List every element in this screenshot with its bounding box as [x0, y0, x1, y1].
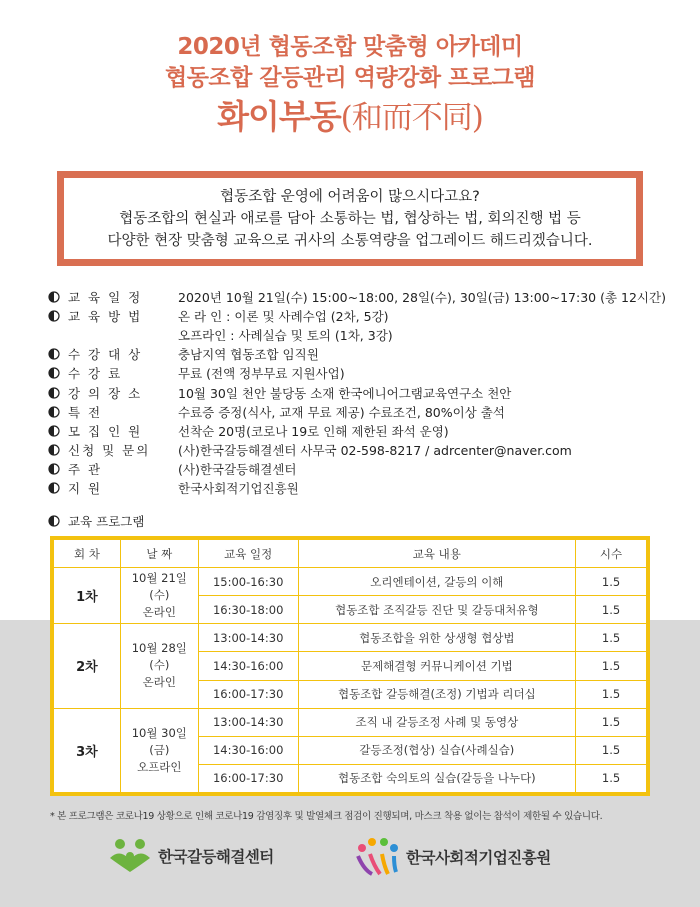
content-cell: 협동조합 갈등해결(조정) 기법과 리더십 — [298, 680, 575, 708]
info-row — [48, 364, 668, 383]
half-circle-icon — [48, 444, 62, 456]
mode-text: 온라인 — [142, 675, 176, 690]
header-date: 날 짜 — [120, 540, 198, 568]
header-content: 교육 내용 — [298, 540, 575, 568]
half-circle-icon — [48, 515, 62, 527]
info-value: 2020년 10월 21일(수) 15:00~18:00, 28일(수), 30일(금) 13:00~17:30 (총 12시간) — [178, 289, 666, 305]
logo-social-enterprise — [354, 836, 551, 878]
info-row — [48, 460, 668, 479]
info-label: 교 육 방 법 — [68, 308, 143, 324]
info-value: (사)한국갈등해결센터 사무국 02-598-8217 / adrcenter@naver.com — [178, 443, 572, 459]
info-label: 특 전 — [68, 404, 103, 420]
logo-right-text: 한국사회적기업진흥원 — [406, 849, 551, 867]
hours-cell: 1.5 — [576, 652, 647, 680]
info-value: 수료증 증정(식사, 교재 무료 제공) 수료조건, 80%이상 출석 — [178, 404, 505, 420]
footnote: * 본 프로그램은 코로나19 상황으로 인해 코로나19 감염징후 및 발열체크 점검이 진행되며, 마스크 착용 없이는 참석이 제한될 수 있습니다. — [50, 811, 603, 822]
info-label: 교 육 일 정 — [68, 289, 143, 305]
logos — [0, 836, 700, 886]
round-cell: 3차 — [54, 708, 121, 792]
half-circle-icon — [48, 367, 62, 379]
content-cell: 조직 내 갈등조정 사례 및 동영상 — [298, 708, 575, 736]
info-row — [48, 479, 668, 498]
content-cell: 문제해결형 커뮤니케이션 기법 — [298, 652, 575, 680]
time-cell: 16:30-18:00 — [198, 596, 298, 624]
logo-korea-conflict-center — [108, 836, 274, 876]
date-text: 10월 30일 (금) — [131, 725, 187, 757]
intro-line3: 다양한 현장 맞춤형 교육으로 귀사의 소통역량을 업그레이드 해드리겠습니다. — [107, 232, 593, 249]
hours-cell: 1.5 — [576, 680, 647, 708]
hours-cell: 1.5 — [576, 736, 647, 764]
header-round: 회 차 — [54, 540, 121, 568]
info-row — [48, 402, 668, 421]
time-cell: 13:00-14:30 — [198, 708, 298, 736]
info-label: 신청 및 문의 — [68, 443, 151, 459]
title-line1: 2020년 협동조합 맞춤형 아카데미 — [177, 34, 523, 60]
info-value: 10월 30일 천안 불당동 소재 한국에니어그램교육연구소 천안 — [178, 385, 512, 401]
title-main — [0, 94, 700, 141]
info-row — [48, 441, 668, 460]
info-label: 모 집 인 원 — [68, 423, 143, 439]
info-label: 수 강 대 상 — [68, 347, 143, 363]
title-line2: 협동조합 갈등관리 역량강화 프로그램 — [164, 65, 535, 91]
half-circle-icon — [48, 348, 62, 360]
hours-cell: 1.5 — [576, 764, 647, 792]
logo-left-text: 한국갈등해결센터 — [158, 848, 274, 866]
time-cell: 15:00-16:30 — [198, 568, 298, 596]
info-row — [48, 325, 668, 344]
info-row — [48, 421, 668, 440]
table-header-row — [54, 540, 647, 568]
info-row — [48, 306, 668, 325]
round-cell: 1차 — [54, 568, 121, 624]
content-cell: 협동조합 숙의토의 실습(갈등을 나누다) — [298, 764, 575, 792]
hours-cell: 1.5 — [576, 596, 647, 624]
intro-line2: 협동조합의 현실과 애로를 담아 소통하는 법, 협상하는 법, 회의진행 법 등 — [119, 210, 581, 227]
info-row — [48, 345, 668, 364]
half-circle-icon — [48, 482, 62, 494]
intro-line1: 협동조합 운영에 어려움이 많으시다고요? — [220, 188, 480, 205]
info-value: (사)한국갈등해결센터 — [178, 462, 297, 478]
people-logo-icon — [108, 836, 152, 876]
date-text: 10월 21일 (수) — [131, 571, 187, 603]
hours-cell: 1.5 — [576, 708, 647, 736]
half-circle-icon — [48, 310, 62, 322]
mode-text: 오프라인 — [137, 759, 182, 774]
half-circle-icon — [48, 291, 62, 303]
title-main-hanja: (和而不同) — [340, 100, 483, 136]
hours-cell: 1.5 — [576, 568, 647, 596]
time-cell: 14:30-16:00 — [198, 736, 298, 764]
half-circle-icon — [48, 387, 62, 399]
time-cell: 14:30-16:00 — [198, 652, 298, 680]
time-cell: 16:00-17:30 — [198, 764, 298, 792]
info-label: 수 강 료 — [68, 366, 123, 382]
info-label: 강 의 장 소 — [68, 385, 143, 401]
content-cell: 협동조합을 위한 상생형 협상법 — [298, 624, 575, 652]
info-value: 무료 (전액 정부무료 지원사업) — [178, 366, 345, 382]
date-cell — [120, 708, 198, 792]
program-title — [48, 512, 144, 530]
table-row — [54, 568, 647, 596]
content-cell: 오리엔테이션, 갈등의 이해 — [298, 568, 575, 596]
content-cell: 갈등조정(협상) 실습(사례실습) — [298, 736, 575, 764]
table-row — [54, 708, 647, 736]
round-cell: 2차 — [54, 624, 121, 708]
intro-text — [64, 178, 636, 259]
colorful-logo-icon — [354, 836, 400, 878]
info-label: 지 원 — [68, 481, 103, 497]
time-cell: 13:00-14:30 — [198, 624, 298, 652]
time-cell: 16:00-17:30 — [198, 680, 298, 708]
header — [0, 32, 700, 141]
info-value: 오프라인 : 사례실습 및 토의 (1차, 3강) — [178, 327, 393, 343]
info-value: 선착순 20명(코로나 19로 인해 제한된 좌석 운영) — [178, 423, 449, 439]
date-text: 10월 28일 (수) — [131, 641, 187, 673]
half-circle-icon — [48, 463, 62, 475]
info-label: 주 관 — [68, 462, 103, 478]
info-value: 충남지역 협동조합 임직원 — [178, 347, 319, 363]
table-row — [54, 624, 647, 652]
content-cell: 협동조합 조직갈등 진단 및 갈등대처유형 — [298, 596, 575, 624]
header-time: 교육 일정 — [198, 540, 298, 568]
half-circle-icon — [48, 406, 62, 418]
info-row — [48, 287, 668, 306]
program-table — [50, 536, 650, 796]
program-title-text: 교육 프로그램 — [68, 514, 145, 529]
hours-cell: 1.5 — [576, 624, 647, 652]
mode-text: 온라인 — [142, 605, 176, 620]
title-main-korean: 화이부동 — [217, 97, 341, 136]
date-cell — [120, 568, 198, 624]
info-list — [48, 287, 668, 498]
intro-box — [57, 171, 643, 266]
half-circle-icon — [48, 425, 62, 437]
info-value: 한국사회적기업진흥원 — [178, 481, 299, 497]
date-cell — [120, 624, 198, 708]
info-value: 온 라 인 : 이론 및 사례수업 (2차, 5강) — [178, 308, 389, 324]
header-hours: 시수 — [576, 540, 647, 568]
info-row — [48, 383, 668, 402]
